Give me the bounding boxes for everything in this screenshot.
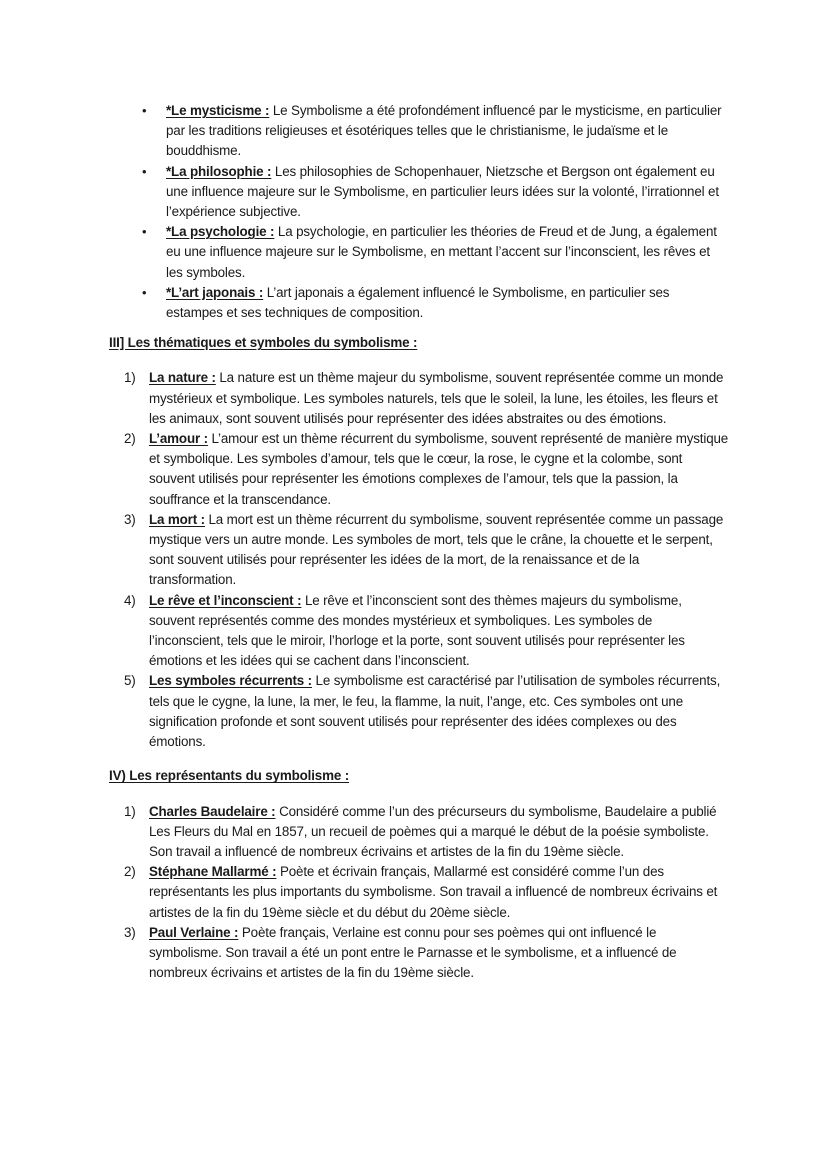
item-text: L’amour est un thème récurrent du symbolisme, souvent représenté de manière mystique et symbolique. Les symboles d’amour, tels que le cœur, la rose, le cygne et la colombe, sont souvent utilisés pour représenter les émotions complexes de l’amour, tels que la passion, la souffrance et la transcendance. [149, 431, 729, 507]
item-text: L’art japonais a également influencé le Symbolisme, en particulier ses estampes et ses techniques de composition. [166, 284, 670, 321]
item-number: 3) [124, 511, 136, 527]
list-item-mysticisme [109, 101, 729, 162]
item-text: Le symbolisme est caractérisé par l’utilisation de symboles récurrents, tels que le cygne, la lune, la mer, le feu, la flamme, la nuit, l’ange, etc. Ces symboles ont une signification profonde et sont souvent utilisés pour représenter des idées complexes ou des émotions. [149, 673, 721, 750]
item-term: Paul Verlaine : [149, 924, 239, 940]
representants-list [109, 802, 729, 984]
item-term: *La psychologie : [166, 224, 275, 240]
item-number: 1) [124, 803, 136, 819]
list-item-symboles-recurrents [109, 671, 729, 752]
bullet-icon: • [142, 284, 147, 300]
list-item-reve [109, 591, 729, 672]
list-item-verlaine [109, 923, 729, 984]
item-number: 2) [124, 864, 136, 880]
item-text: La nature est un thème majeur du symbolisme, souvent représentée comme un monde mystérieux et symbolique. Les symboles naturels, tels que le soleil, la lune, les étoiles, les fleurs et les animaux, sont souvent utilisés pour représenter des idées abstraites ou des émotions. [149, 370, 724, 426]
item-text: La psychologie, en particulier les théories de Freud et de Jung, a également eu une influence majeure sur le Symbolisme, en mettant l’accent sur l’inconscient, les rêves et les symboles. [166, 224, 717, 280]
influences-list [109, 101, 729, 323]
list-item-mort [109, 510, 729, 591]
item-text: Poète et écrivain français, Mallarmé est considéré comme l’un des représentants les plus importants du symbolisme. Son travail a influencé de nombreux écrivains et artistes de la fin du 19ème siècle et du début du 20ème siècle. [149, 864, 718, 920]
item-term: La nature : [149, 370, 216, 386]
list-item-art-japonais [109, 283, 729, 323]
item-text: Considéré comme l’un des précurseurs du symbolisme, Baudelaire a publié Les Fleurs du Mal en 1857, un recueil de poèmes qui a marqué le début de la poésie symboliste. Son travail a influencé de nombreux écrivains et artistes de la fin du 19ème siècle. [149, 803, 717, 859]
section-heading-representants: IV) Les représentants du symbolisme : [109, 768, 350, 784]
list-item-mallarme [109, 862, 729, 923]
item-term: Le rêve et l’inconscient : [149, 592, 302, 608]
item-term: L’amour : [149, 431, 208, 447]
item-term: Charles Baudelaire : [149, 803, 276, 819]
bullet-icon: • [142, 163, 147, 179]
item-term: *L’art japonais : [166, 284, 264, 300]
bullet-icon: • [142, 103, 147, 118]
list-item-psychologie [109, 222, 729, 283]
item-number: 1) [124, 370, 136, 386]
item-text: Les philosophies de Schopenhauer, Nietzsche et Bergson ont également eu une influence majeure sur le Symbolisme, en particulier leurs idées sur la volonté, l’irrationnel et l’expérience subjective. [166, 163, 719, 220]
list-item-amour [109, 429, 729, 510]
item-text: La mort est un thème récurrent du symbolisme, souvent représentée comme un passage mystique vers un autre monde. Les symboles de mort, tels que le crâne, la chouette et le serpent, sont souvent utilisés pour représenter les idées de la mort, de la renaissance et de la transformation. [149, 511, 724, 588]
item-text: Poète français, Verlaine est connu pour ses poèmes qui ont influencé le symbolisme. Son travail a été un pont entre le Parnasse et le symbolisme, et a influencé de nombreux écrivains et artistes de la fin du 19ème siècle. [149, 924, 677, 981]
item-number: 3) [124, 924, 136, 940]
section-heading-thematiques: III] Les thématiques et symboles du symbolisme : [109, 335, 418, 351]
item-term: *La philosophie : [166, 163, 272, 179]
list-item-nature [109, 368, 729, 429]
list-item-philosophie [109, 162, 729, 223]
item-term: Les symboles récurrents : [149, 673, 312, 689]
item-number: 5) [124, 673, 136, 689]
item-term: La mort : [149, 511, 205, 527]
item-text: Le rêve et l’inconscient sont des thèmes majeurs du symbolisme, souvent représentés comme des mondes mystérieux et symboliques. Les symboles de l’inconscient, tels que le miroir, l’horloge et la porte, sont souvent utilisés pour représenter les émotions et les idées qui se cachent dans l’inconscient. [149, 592, 685, 669]
item-term: Stéphane Mallarmé : [149, 864, 277, 880]
item-number: 4) [124, 592, 136, 608]
list-item-baudelaire [109, 802, 729, 863]
item-number: 2) [124, 431, 136, 447]
item-term: *Le mysticisme : [166, 103, 270, 118]
item-text: Le Symbolisme a été profondément influencé par le mysticisme, en particulier par les traditions religieuses et ésotériques telles que le christianisme, le judaïsme et le bouddhisme. [166, 103, 722, 159]
document-body [109, 101, 729, 983]
bullet-icon: • [142, 224, 147, 240]
thematiques-list [109, 368, 729, 752]
